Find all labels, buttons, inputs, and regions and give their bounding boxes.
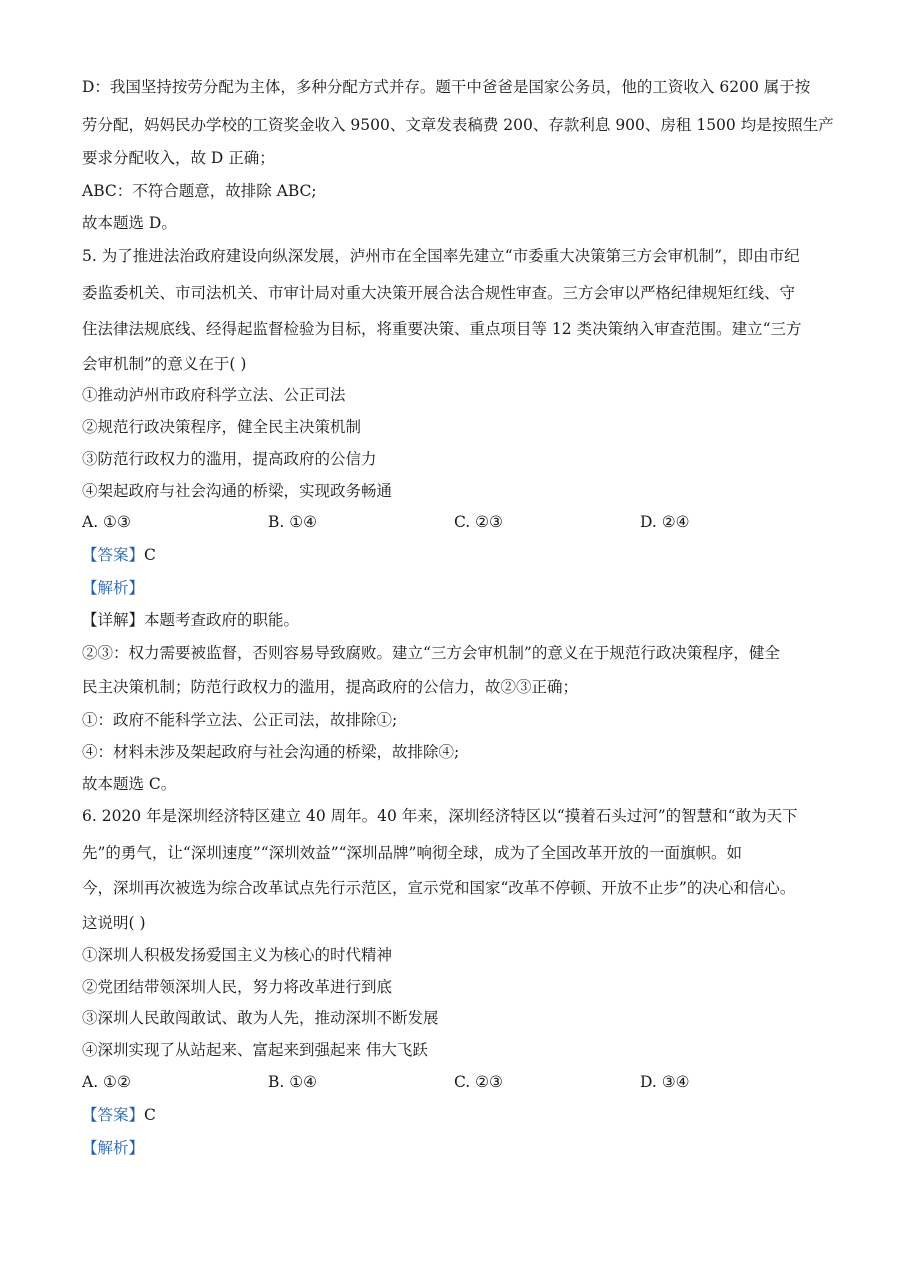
answer-label: 【答案】 [82,546,145,564]
q5-stem-line: 住法律法规底线、经得起监督检验为目标，将重要决策、重点项目等 12 类决策纳入审查范围。建立“三方 [82,320,802,338]
q5-statement-1: ①推动泸州市政府科学立法、公正司法 [82,386,346,404]
q5-option-a: A. ①③ [82,513,131,531]
q5-explanation-line: ②③：权力需要被监督，否则容易导致腐败。建立“三方会审机制”的意义在于规范行政决策程序，健全 [82,644,780,662]
q6-option-a: A. ①② [82,1073,131,1091]
q6-stem-line: 这说明( ) [82,914,146,932]
prev-explanation-d-line: D：我国坚持按劳分配为主体，多种分配方式并存。题干中爸爸是国家公务员，他的工资收入 6200 属于按 [82,78,811,96]
q5-option-c: C. ②③ [454,513,503,531]
q6-statement-4: ④深圳实现了从站起来、富起来到强起来 伟大飞跃 [82,1041,428,1059]
q6-option-d: D. ③④ [640,1073,690,1091]
q5-statement-4: ④架起政府与社会沟通的桥梁，实现政务畅通 [82,482,393,500]
q5-explanation-line: ①：政府不能科学立法、公正司法，故排除①; [82,711,398,729]
q6-stem-line: 6. 2020 年是深圳经济特区建立 40 周年。40 年来，深圳经济特区以“摸着石头过河”的智慧和“敢为天下 [82,807,798,825]
detail-label: 【详解】 [82,611,145,629]
q5-explanation-line: 民主决策机制；防范行政权力的滥用，提高政府的公信力，故②③正确； [82,678,579,696]
q6-analysis-label: 【解析】 [82,1139,145,1157]
q5-analysis-label: 【解析】 [82,579,145,597]
q6-statement-2: ②党团结带领深圳人民，努力将改革进行到底 [82,978,393,996]
q5-statement-3: ③防范行政权力的滥用，提高政府的公信力 [82,450,377,468]
q5-option-b: B. ①④ [268,513,318,531]
q6-statement-3: ③深圳人民敢闯敢试、敢为人先，推动深圳不断发展 [82,1009,439,1027]
answer-value: C [144,546,156,564]
q6-stem-line: 今，深圳再次被选为综合改革试点先行示范区，宣示党和国家“改革不停顿、开放不止步”的决心和信心。 [82,879,796,897]
detail-text: 本题考查政府的职能。 [144,611,300,629]
q5-explanation-line: ④：材料未涉及架起政府与社会沟通的桥梁，故排除④; [82,743,460,761]
q5-stem-line: 委监委机关、市司法机关、市审计局对重大决策开展合法合规性审查。三方会审以严格纪律规矩红线、守 [82,284,796,302]
q6-option-c: C. ②③ [454,1073,503,1091]
prev-explanation-d-line: 劳分配，妈妈民办学校的工资奖金收入 9500、文章发表稿费 200、存款利息 900、房租 1500 均是按照生产 [82,116,834,134]
q5-detail [82,610,299,630]
q5-stem-line: 会审机制”的意义在于( ) [82,355,247,373]
q6-answer [82,1105,156,1125]
q5-statement-2: ②规范行政决策程序，健全民主决策机制 [82,418,362,436]
q5-stem-line: 5. 为了推进法治政府建设向纵深发展，泸州市在全国率先建立“市委重大决策第三方会审机制”，即由市纪 [82,247,800,265]
answer-value: C [144,1106,156,1124]
q6-stem-line: 先”的勇气，让“深圳速度”“深圳效益”“深圳品牌”响彻全球，成为了全国改革开放的一面旗帜。如 [82,844,742,862]
prev-explanation-d-line: 要求分配收入，故 D 正确； [82,149,275,167]
q5-conclusion: 故本题选 C。 [82,775,177,793]
q6-statement-1: ①深圳人积极发扬爱国主义为核心的时代精神 [82,946,393,964]
prev-conclusion: 故本题选 D。 [82,214,177,232]
answer-label: 【答案】 [82,1106,145,1124]
q5-answer [82,545,156,565]
q5-option-d: D. ②④ [640,513,690,531]
q6-option-b: B. ①④ [268,1073,318,1091]
prev-explanation-abc: ABC：不符合题意，故排除 ABC; [82,182,317,200]
